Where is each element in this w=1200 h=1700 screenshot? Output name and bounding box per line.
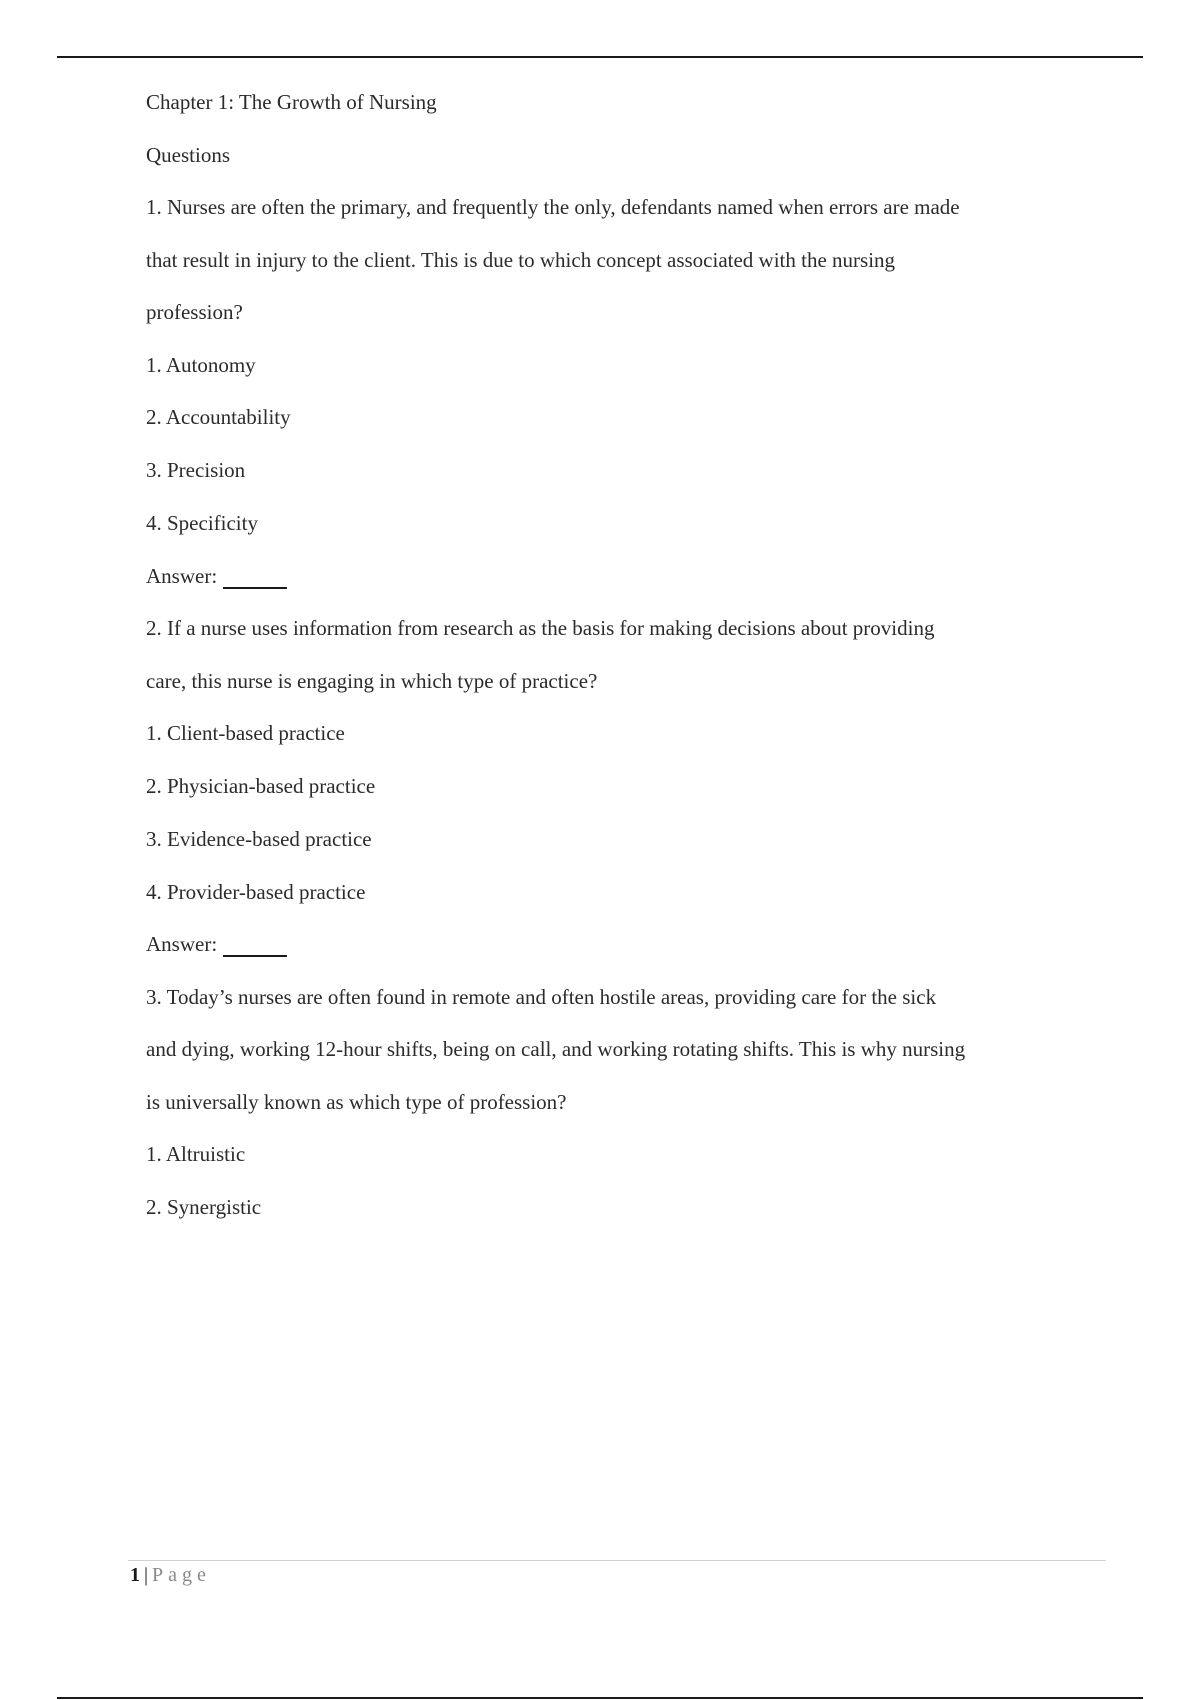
answer-option: 4. Provider-based practice (146, 879, 366, 904)
page-word: Page (152, 1564, 211, 1586)
section-heading: Questions (146, 142, 230, 167)
answer-option: 2. Accountability (146, 405, 291, 430)
question-stem-line: and dying, working 12-hour shifts, being on call, and working rotating shifts. This is why nursing (146, 1037, 966, 1062)
answer-label: Answer: (146, 563, 218, 588)
answer-line (146, 926, 1096, 979)
answer-option: 3. Precision (146, 458, 246, 483)
answer-blank (223, 587, 287, 589)
answer-option: 4. Specificity (146, 510, 258, 535)
question-stem-line: that result in injury to the client. This is due to which concept associated with the nursing (146, 247, 896, 272)
answer-option: 3. Evidence-based practice (146, 826, 372, 851)
question-stem-line: profession? (146, 300, 243, 324)
page-footer (130, 1564, 211, 1587)
question-stem-line: 3. Today’s nurses are often found in remote and often hostile areas, providing care for the sick (146, 984, 937, 1009)
question-stem-line: 2. If a nurse uses information from research as the basis for making decisions about providing (146, 616, 935, 641)
question-stem-line: care, this nurse is engaging in which type of practice? (146, 668, 598, 693)
bottom-rule (57, 1697, 1143, 1699)
answer-option: 1. Altruistic (146, 1142, 246, 1167)
question-3 (146, 979, 1096, 1242)
answer-option: 1. Client-based practice (146, 721, 345, 746)
question-2 (146, 610, 1096, 979)
footer-separator: | (144, 1564, 149, 1586)
answer-blank (223, 955, 287, 957)
answer-label: Answer: (146, 932, 218, 957)
chapter-title: Chapter 1: The Growth of Nursing (146, 90, 437, 114)
page-number: 1 (130, 1564, 140, 1586)
answer-option: 2. Physician-based practice (146, 773, 376, 798)
answer-option: 2. Synergistic (146, 1195, 262, 1220)
page-content (146, 84, 1096, 1242)
footer-rule (128, 1560, 1106, 1561)
question-stem-line: is universally known as which type of profession? (146, 1089, 567, 1114)
question-1 (146, 189, 1096, 610)
top-rule (57, 56, 1143, 58)
answer-option: 1. Autonomy (146, 352, 256, 377)
answer-line (146, 558, 1096, 611)
question-stem-line: 1. Nurses are often the primary, and frequently the only, defendants named when errors are made (146, 195, 960, 219)
